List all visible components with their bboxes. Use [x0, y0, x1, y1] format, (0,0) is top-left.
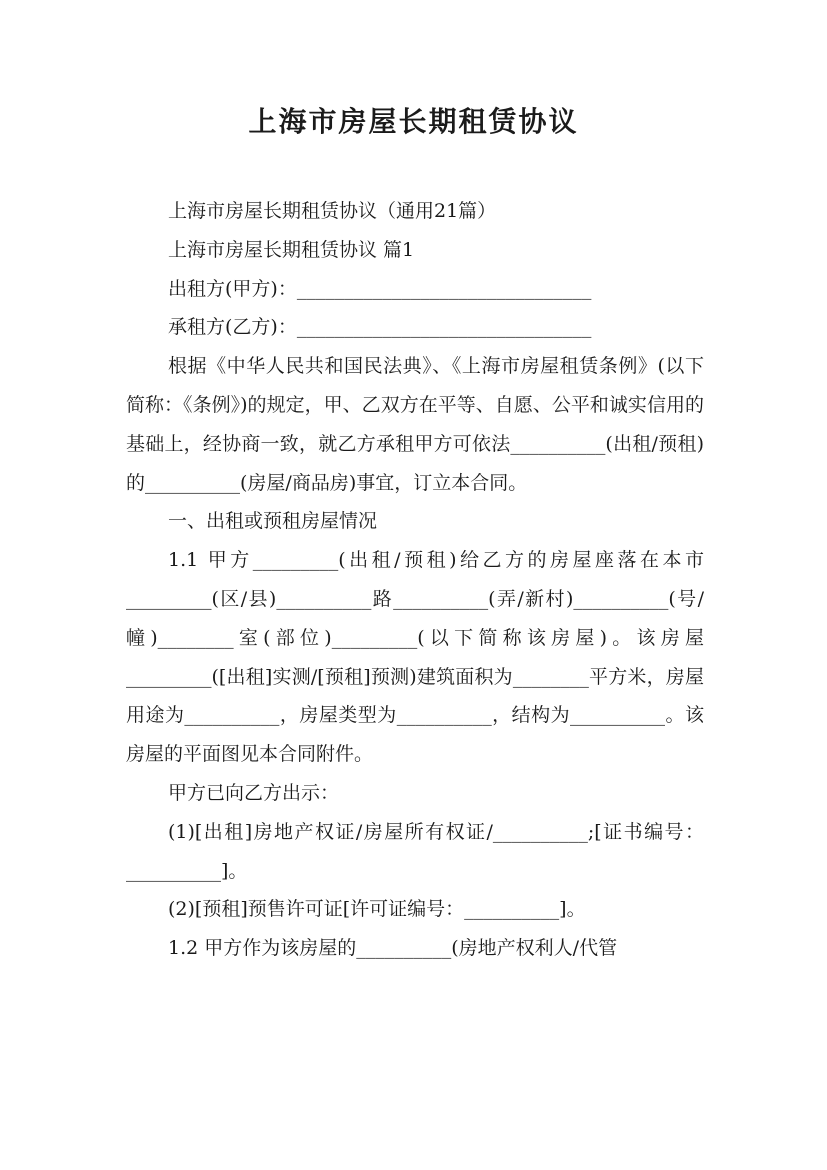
- document-body: [126, 192, 704, 968]
- document-title: 上海市房屋长期租赁协议: [248, 105, 579, 138]
- paragraph-clause-heading: 一、出租或预租房屋情况: [168, 510, 378, 533]
- paragraph-item-1: (1)[出租]房地产权证/房屋所有权证/__________;[证书编号：__________]。: [126, 820, 704, 882]
- paragraph-section-heading: 上海市房屋长期租赁协议 篇1: [168, 238, 415, 261]
- paragraph-subtitle: 上海市房屋长期租赁协议（通用21篇）: [168, 200, 497, 222]
- paragraph-lessee: 承租方(乙方)：_______________________________: [168, 316, 592, 339]
- paragraph-lessor: 出租方(甲方)：_______________________________: [168, 277, 592, 300]
- paragraph-clause-1-1: 1.1 甲方_________(出租/预租)给乙方的房屋座落在本市_________(区/县)__________路__________(弄/新村)__________(号/幢)________室(部位)_________(以下简称该房屋)。该房屋_________([出租]实测/[预租]预测)建筑面积为________平方米，房屋用途为__________，房屋类型为__________，结构为__________。该房屋的平面图见本合同附件。: [126, 549, 704, 766]
- paragraph-item-2: (2)[预租]预售许可证[许可证编号：__________]。: [168, 898, 586, 921]
- paragraph-shown-documents: 甲方已向乙方出示：: [168, 781, 340, 804]
- paragraph-clause-1-2: 1.2 甲方作为该房屋的__________(房地产权利人/代管: [168, 937, 618, 960]
- paragraph-preamble: 根据《中华人民共和国民法典》、《上海市房屋租赁条例》(以下简称：《条例》)的规定，甲、乙双方在平等、自愿、公平和诚实信用的基础上，经协商一致，就乙方承租甲方可依法__________(出租/预租)的__________(房屋/商品房)事宜，订立本合同。: [126, 355, 704, 494]
